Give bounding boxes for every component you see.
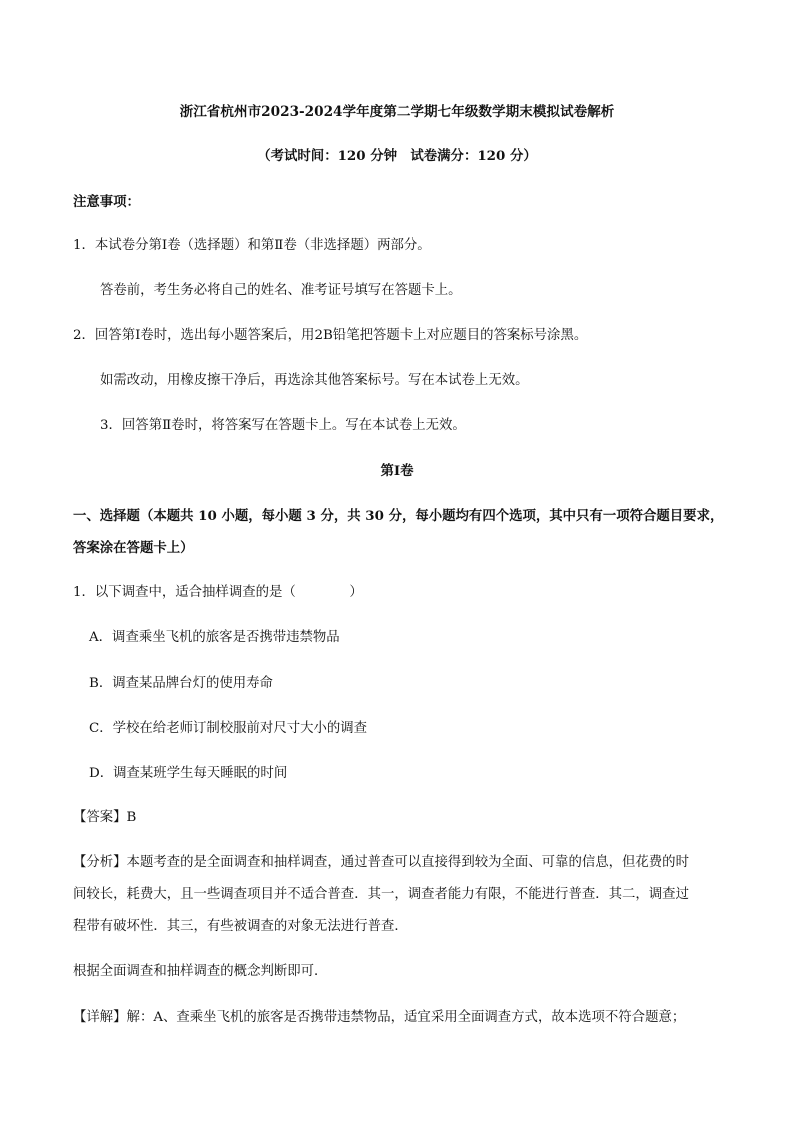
notice-item: 3．回答第Ⅱ卷时，将答案写在答题卡上。写在本试卷上无效。 xyxy=(100,418,466,433)
answer: 【答案】B xyxy=(73,810,137,825)
notice-item: 2．回答第Ⅰ卷时，选出每小题答案后，用2B铅笔把答题卡上对应题目的答案标号涂黑。 xyxy=(73,328,588,343)
question-stem: 1．以下调查中，适合抽样调查的是（ ） xyxy=(73,585,363,600)
analysis-line: 【分析】本题考查的是全面调查和抽样调查，通过普查可以直接得到较为全面、可靠的信息，但花费的时 xyxy=(73,855,689,870)
notice-item: 1．本试卷分第Ⅰ卷（选择题）和第Ⅱ卷（非选择题）两部分。 xyxy=(73,238,431,253)
judgement-line: 根据全面调查和抽样调查的概念判断即可． xyxy=(73,964,328,979)
part-heading-continued: 答案涂在答题卡上） xyxy=(73,540,194,556)
document-title: 浙江省杭州市2023-2024学年度第二学期七年级数学期末模拟试卷解析 xyxy=(179,104,615,120)
option-a: A．调查乘坐飞机的旅客是否携带违禁物品 xyxy=(89,630,340,645)
option-d: D．调查某班学生每天睡眠的时间 xyxy=(89,766,288,781)
option-c: C．学校在给老师订制校服前对尺寸大小的调查 xyxy=(89,721,368,736)
detail-line: 【详解】解：A、查乘坐飞机的旅客是否携带违禁物品，适宜采用全面调查方式，故本选项不符合题意； xyxy=(73,1010,686,1025)
analysis-line: 程带有破坏性．其三，有些被调查的对象无法进行普查． xyxy=(73,919,408,934)
notice-item: 答卷前，考生务必将自己的姓名、准考证号填写在答题卡上。 xyxy=(100,283,462,298)
exam-info: （考试时间：120 分钟 试卷满分：120 分） xyxy=(257,148,537,164)
option-b: B．调查某品牌台灯的使用寿命 xyxy=(89,676,273,691)
notice-item: 如需改动，用橡皮擦干净后，再选涂其他答案标号。写在本试卷上无效。 xyxy=(100,373,529,388)
analysis-line: 间较长，耗费大，且一些调查项目并不适合普查．其一，调查者能力有限，不能进行普查．其二，调查过 xyxy=(73,887,689,902)
section-title: 第Ⅰ卷 xyxy=(380,463,414,479)
notice-heading: 注意事项： xyxy=(73,194,140,210)
part-heading: 一、选择题（本题共 10 小题，每小题 3 分，共 30 分，每小题均有四个选项，其中只有一项符合题目要求， xyxy=(73,508,724,524)
